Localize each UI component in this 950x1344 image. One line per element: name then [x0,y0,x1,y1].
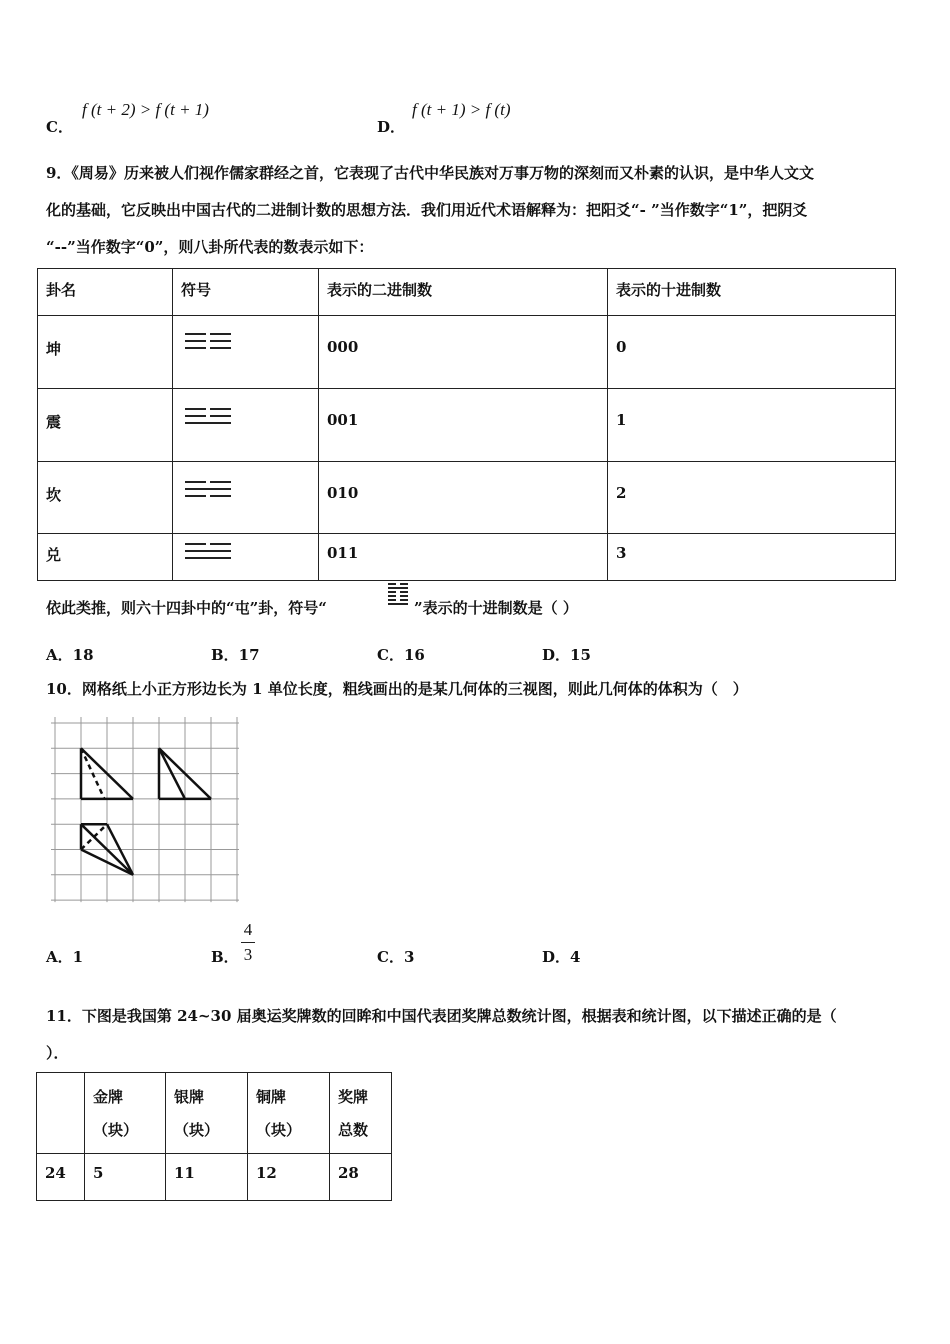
header-name: 卦名 [38,269,173,316]
header-gold: 金牌 （块） [85,1073,166,1154]
option-c-expression: f (t + 2) > f (t + 1) [82,100,209,119]
trigram-name: 兑 [38,534,173,581]
q9-option-d[interactable]: D．15 [542,646,591,664]
q10-option-b-label[interactable]: B． [211,948,239,966]
three-view-grid-figure [0,0,260,910]
trigram-name: 坤 [38,316,173,389]
q11-text-line2: ）． [46,1044,69,1062]
q9-option-c[interactable]: C．16 [377,646,425,664]
table-row [37,1154,392,1201]
binary-value: 001 [319,389,608,462]
bronze-count: 12 [248,1154,330,1201]
q9-question-part2: ”表示的十进制数是（ ） [414,599,578,617]
header-total: 奖牌 总数 [330,1073,392,1154]
binary-value: 011 [319,534,608,581]
q10-text: 10．网格纸上小正方形边长为 1 单位长度，粗线画出的是某几何体的三视图，则此几何体的体积为（ ） [46,680,748,698]
q10-option-c[interactable]: C．3 [377,948,415,966]
decimal-value: 0 [608,316,896,389]
q9-text-line3: “--”当作数字“0”，则八卦所代表的数表示如下： [46,238,374,256]
header-bronze: 铜牌 （块） [248,1073,330,1154]
decimal-value: 1 [608,389,896,462]
q10-option-d[interactable]: D．4 [542,948,581,966]
gold-count: 5 [85,1154,166,1201]
header-symbol: 符号 [173,269,319,316]
trigram-name: 坎 [38,462,173,534]
q10-option-b-numerator: 4 [243,920,253,939]
option-d-label: D． [377,118,406,136]
q9-question-part1: 依此类推，则六十四卦中的“屯”卦，符号“ [46,599,327,617]
zhun-hexagram-icon [387,582,409,608]
header-empty [37,1073,85,1154]
games-number: 24 [37,1154,85,1201]
decimal-value: 3 [608,534,896,581]
q9-option-b[interactable]: B．17 [211,646,260,664]
total-count: 28 [330,1154,392,1201]
decimal-value: 2 [608,462,896,534]
q10-option-b-denominator: 3 [243,945,253,964]
q11-text-line1: 11．下图是我国第 24~30 届奥运奖牌数的回眸和中国代表团奖牌总数统计图，根据表和统计图，以下描述正确的是（ [46,1007,837,1025]
header-silver: 银牌 （块） [166,1073,248,1154]
q10-option-a[interactable]: A．1 [46,948,84,966]
trigram-name: 震 [38,389,173,462]
q9-text-line1: 9．《周易》历来被人们视作儒家群经之首，它表现了古代中华民族对万事万物的深刻而又朴素的认识，是中华人文文 [46,164,814,182]
q9-option-a[interactable]: A．18 [46,646,94,664]
binary-value: 000 [319,316,608,389]
medal-table [36,1072,392,1201]
header-decimal: 表示的十进制数 [608,269,896,316]
option-c-label: C． [46,118,73,136]
option-d-expression: f (t + 1) > f (t) [412,100,511,119]
binary-value: 010 [319,462,608,534]
q9-text-line2: 化的基础，它反映出中国古代的二进制计数的思想方法．我们用近代术语解释为：把阳爻“- ”当作数字“1”，把阴爻 [46,201,808,219]
silver-count: 11 [166,1154,248,1201]
fraction-bar [241,942,255,943]
header-binary: 表示的二进制数 [319,269,608,316]
